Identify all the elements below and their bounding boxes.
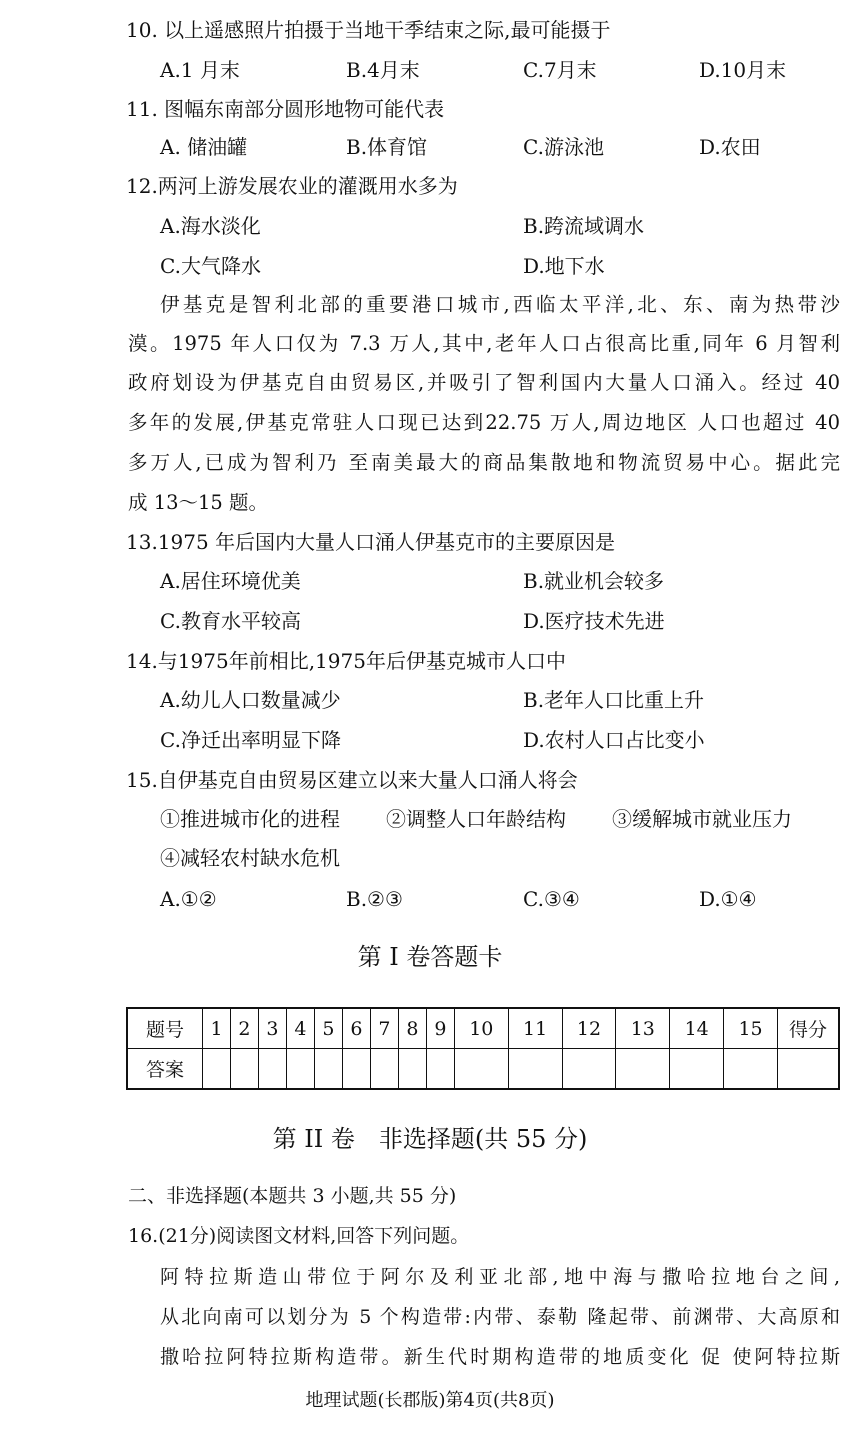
q12-option-c: C.大气降水 bbox=[160, 254, 261, 278]
question-number-cell: 9 bbox=[426, 1008, 454, 1049]
answer-cell[interactable] bbox=[670, 1049, 724, 1090]
answer-cell[interactable] bbox=[258, 1049, 286, 1090]
question-number-cell: 15 bbox=[724, 1008, 778, 1049]
q15-option-d: D.①④ bbox=[699, 887, 757, 911]
q15-item-1: ①推进城市化的进程 bbox=[160, 807, 340, 831]
answer-card-title: 第 I 卷答题卡 bbox=[357, 943, 503, 971]
answer-cell[interactable] bbox=[203, 1049, 231, 1090]
q10-option-d: D.10月末 bbox=[699, 58, 787, 82]
answer-card-answer-row bbox=[127, 1049, 839, 1090]
q16-passage-line-3: 撒哈拉阿特拉斯构造带。新生代时期构造带的地质变化 促 使阿特拉斯 bbox=[160, 1346, 840, 1368]
page-footer: 地理试题(长郡版)第4页(共8页) bbox=[305, 1390, 555, 1411]
answer-cell[interactable] bbox=[426, 1049, 454, 1090]
q14-option-d: D.农村人口占比变小 bbox=[523, 728, 705, 752]
q14-option-c: C.净迁出率明显下降 bbox=[160, 728, 341, 752]
question-14-stem: 14.与1975年前相比,1975年后伊基克城市人口中 bbox=[126, 649, 566, 673]
answer-cell[interactable] bbox=[616, 1049, 670, 1090]
answer-cell[interactable] bbox=[562, 1049, 616, 1090]
answer-cell[interactable] bbox=[724, 1049, 778, 1090]
q11-option-c: C.游泳池 bbox=[523, 135, 604, 159]
q11-option-a: A. 储油罐 bbox=[160, 135, 248, 159]
passage-line-2: 漠。1975 年人口仅为 7.3 万人,其中,老年人口占很高比重,同年 6 月智利 bbox=[128, 332, 840, 355]
q13-option-d: D.医疗技术先进 bbox=[523, 609, 665, 633]
q15-item-4: ④减轻农村缺水危机 bbox=[160, 846, 340, 870]
question-number-cell: 4 bbox=[286, 1008, 314, 1049]
passage-line-3: 政府划设为伊基克自由贸易区,并吸引了智利国内大量人口涌入。经过 40 bbox=[128, 371, 840, 394]
question-number-cell: 1 bbox=[203, 1008, 231, 1049]
question-10-stem: 10. 以上遥感照片拍摄于当地干季结束之际,最可能摄于 bbox=[126, 18, 611, 42]
answer-cell[interactable] bbox=[398, 1049, 426, 1090]
q13-option-b: B.就业机会较多 bbox=[523, 569, 665, 593]
question-13-stem: 13.1975 年后国内大量人口涌人伊基克市的主要原因是 bbox=[126, 530, 616, 554]
question-15-stem: 15.自伊基克自由贸易区建立以来大量人口涌人将会 bbox=[126, 768, 578, 792]
answer-cell[interactable] bbox=[342, 1049, 370, 1090]
answer-cell[interactable] bbox=[314, 1049, 342, 1090]
answer-cell[interactable] bbox=[370, 1049, 398, 1090]
question-16-stem: 16.(21分)阅读图文材料,回答下列问题。 bbox=[128, 1225, 470, 1247]
part2-section-heading: 二、非选择题(本题共 3 小题,共 55 分) bbox=[128, 1185, 457, 1207]
question-number-cell: 13 bbox=[616, 1008, 670, 1049]
q16-passage-line-2: 从北向南可以划分为 5 个构造带:内带、泰勒 隆起带、前渊带、大高原和 bbox=[160, 1306, 840, 1328]
answer-row-label: 答案 bbox=[127, 1049, 203, 1090]
q15-option-a: A.①② bbox=[160, 887, 217, 911]
passage-line-5: 多万人,已成为智利乃 至南美最大的商品集散地和物流贸易中心。据此完 bbox=[128, 451, 840, 474]
question-11-stem: 11. 图幅东南部分圆形地物可能代表 bbox=[126, 97, 445, 121]
question-number-cell: 8 bbox=[398, 1008, 426, 1049]
answer-card-table bbox=[126, 1007, 840, 1090]
q13-option-a: A.居住环境优美 bbox=[160, 569, 301, 593]
q11-option-d: D.农田 bbox=[699, 135, 761, 159]
q14-option-a: A.幼儿人口数量减少 bbox=[160, 688, 341, 712]
passage-line-4: 多年的发展,伊基克常驻人口现已达到22.75 万人,周边地区 人口也超过 40 bbox=[128, 411, 840, 434]
score-cell[interactable] bbox=[778, 1049, 840, 1090]
q15-option-c: C.③④ bbox=[523, 887, 580, 911]
q15-option-b: B.②③ bbox=[346, 887, 403, 911]
q16-passage-line-1: 阿特拉斯造山带位于阿尔及利亚北部,地中海与撒哈拉地台之间, bbox=[160, 1266, 840, 1288]
part2-title: 第 II 卷 非选择题(共 55 分) bbox=[272, 1125, 588, 1153]
number-row-label: 题号 bbox=[127, 1008, 203, 1049]
q14-option-b: B.老年人口比重上升 bbox=[523, 688, 705, 712]
question-number-cell: 10 bbox=[454, 1008, 508, 1049]
passage-line-1: 伊基克是智利北部的重要港口城市,西临太平洋,北、东、南为热带沙 bbox=[160, 293, 840, 316]
question-number-cell: 6 bbox=[342, 1008, 370, 1049]
q10-option-b: B.4月末 bbox=[346, 58, 420, 82]
q13-option-c: C.教育水平较高 bbox=[160, 609, 301, 633]
question-number-cell: 5 bbox=[314, 1008, 342, 1049]
passage-line-6: 成 13～15 题。 bbox=[128, 491, 269, 514]
answer-card-number-row bbox=[127, 1008, 839, 1049]
q15-item-3: ③缓解城市就业压力 bbox=[612, 807, 792, 831]
score-label: 得分 bbox=[778, 1008, 840, 1049]
q10-option-a: A.1 月末 bbox=[160, 58, 240, 82]
question-number-cell: 12 bbox=[562, 1008, 616, 1049]
question-number-cell: 3 bbox=[258, 1008, 286, 1049]
question-number-cell: 2 bbox=[230, 1008, 258, 1049]
q10-option-c: C.7月末 bbox=[523, 58, 597, 82]
q15-item-2: ②调整人口年龄结构 bbox=[386, 807, 566, 831]
q12-option-a: A.海水淡化 bbox=[160, 214, 261, 238]
answer-cell[interactable] bbox=[454, 1049, 508, 1090]
q12-option-b: B.跨流域调水 bbox=[523, 214, 645, 238]
question-number-cell: 14 bbox=[670, 1008, 724, 1049]
answer-cell[interactable] bbox=[508, 1049, 562, 1090]
q11-option-b: B.体育馆 bbox=[346, 135, 428, 159]
question-12-stem: 12.两河上游发展农业的灌溉用水多为 bbox=[126, 174, 458, 198]
answer-cell[interactable] bbox=[230, 1049, 258, 1090]
answer-cell[interactable] bbox=[286, 1049, 314, 1090]
question-number-cell: 11 bbox=[508, 1008, 562, 1049]
question-number-cell: 7 bbox=[370, 1008, 398, 1049]
q12-option-d: D.地下水 bbox=[523, 254, 605, 278]
